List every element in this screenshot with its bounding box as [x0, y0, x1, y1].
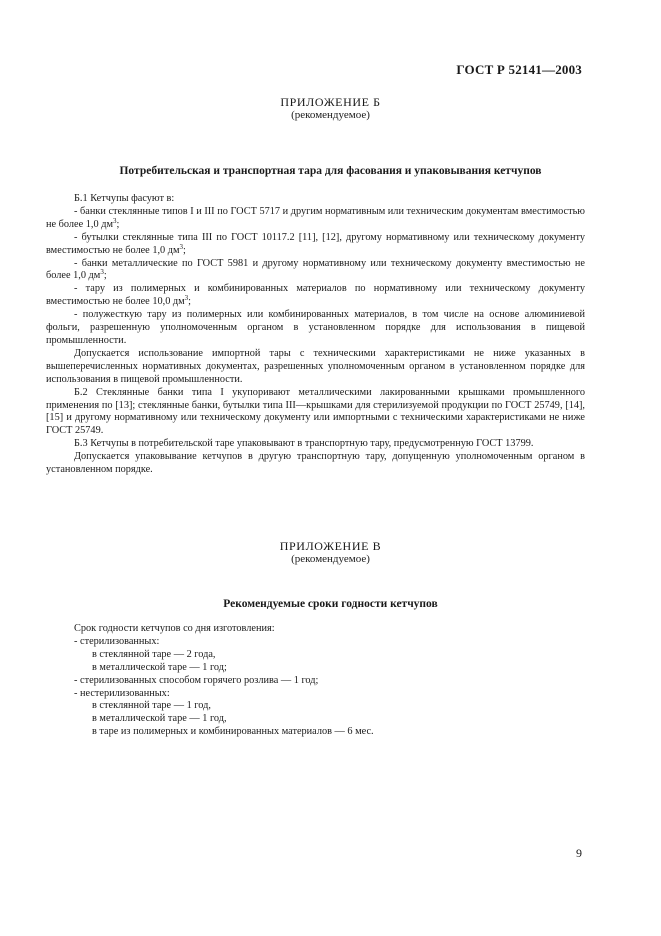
paragraph: Допускается использование импортной тары с техническими характеристиками не ниже указанных в вышеперечисленных нормативных документах, разрешенных уполномоченным органом в установленном порядке для использования в пищевой промышленности. — [46, 347, 585, 385]
shelf-life-list — [74, 623, 574, 739]
appendix-b-heading: Потребительская и транспортная тара для фасования и упаковывания кетчупов — [119, 165, 542, 177]
clause-b1: Б.1 Кетчупы фасуют в: — [74, 193, 175, 204]
list-item: - полужесткую тару из полимерных или комбинированных материалов, в том числе на основе алюминиевой фольги, разрешенную уполномоченным органом в установленном порядке для использования в пищевой промышленности. — [46, 309, 585, 346]
appendix-v-title: ПРИЛОЖЕНИЕ В — [279, 539, 382, 553]
list-item: - банки стеклянные типов I и III по ГОСТ 5717 и другим нормативным или техническим документам вместимостью не более 1,0 $дм^3$; — [46, 205, 585, 230]
standard-number: ГОСТ Р 52141—2003 — [456, 62, 582, 77]
appendix-b-body — [46, 193, 585, 477]
list-item: - банки металлические по ГОСТ 5981 и другому нормативному или техническому документу вместимостью не более 1,0 $дм^3$; — [46, 257, 585, 282]
page-number: 9 — [576, 846, 582, 860]
list-item: - стерилизованных: — [74, 635, 160, 647]
list-item: в стеклянной таре — 1 год, — [92, 700, 211, 712]
list-item: в металлической таре — 1 год, — [92, 713, 227, 725]
list-item: в таре из полимерных и комбинированных материалов — 6 мес. — [92, 726, 374, 738]
list-item: - тару из полимерных и комбинированных материалов по нормативному или техническому документу вместимостью не более 10,0 $дм^3$; — [46, 283, 585, 308]
list-item: Срок годности кетчупов со дня изготовления: — [74, 623, 275, 634]
appendix-v-subtitle: (рекомендуемое) — [291, 553, 370, 565]
list-item: - нестерилизованных: — [74, 687, 170, 699]
clause-b2: Б.2 Стеклянные банки типа I укупоривают металлическими лакированными крышками промышленного применения по [13]; стеклянные банки, бутылки типа III—крышками для стерилизуемой продукции по ГОСТ 25749, [14], [15] и другому нормативному или техническому документу или импортными с техническими характеристиками не ниже ГОСТ 25749. — [46, 386, 585, 437]
list-item: в металлической таре — 1 год; — [92, 661, 227, 673]
appendix-b-title: ПРИЛОЖЕНИЕ Б — [280, 95, 381, 109]
appendix-b-subtitle: (рекомендуемое) — [291, 109, 370, 121]
clause-b3: Б.3 Кетчупы в потребительской таре упаковывают в транспортную тару, предусмотренную ГОСТ 13799. — [74, 438, 534, 450]
list-item: - бутылки стеклянные типа III по ГОСТ 10117.2 [11], [12], другому нормативному или техническому документу вместимостью не более 1,0 $дм^3$; — [46, 231, 585, 256]
appendix-v-heading: Рекомендуемые сроки годности кетчупов — [223, 598, 438, 610]
list-item: в стеклянной таре — 2 года, — [92, 648, 216, 660]
paragraph: Допускается упаковывание кетчупов в другую транспортную тару, допущенную уполномоченным органом в установленном порядке. — [46, 451, 585, 476]
list-item: - стерилизованных способом горячего розлива — 1 год; — [74, 674, 319, 686]
